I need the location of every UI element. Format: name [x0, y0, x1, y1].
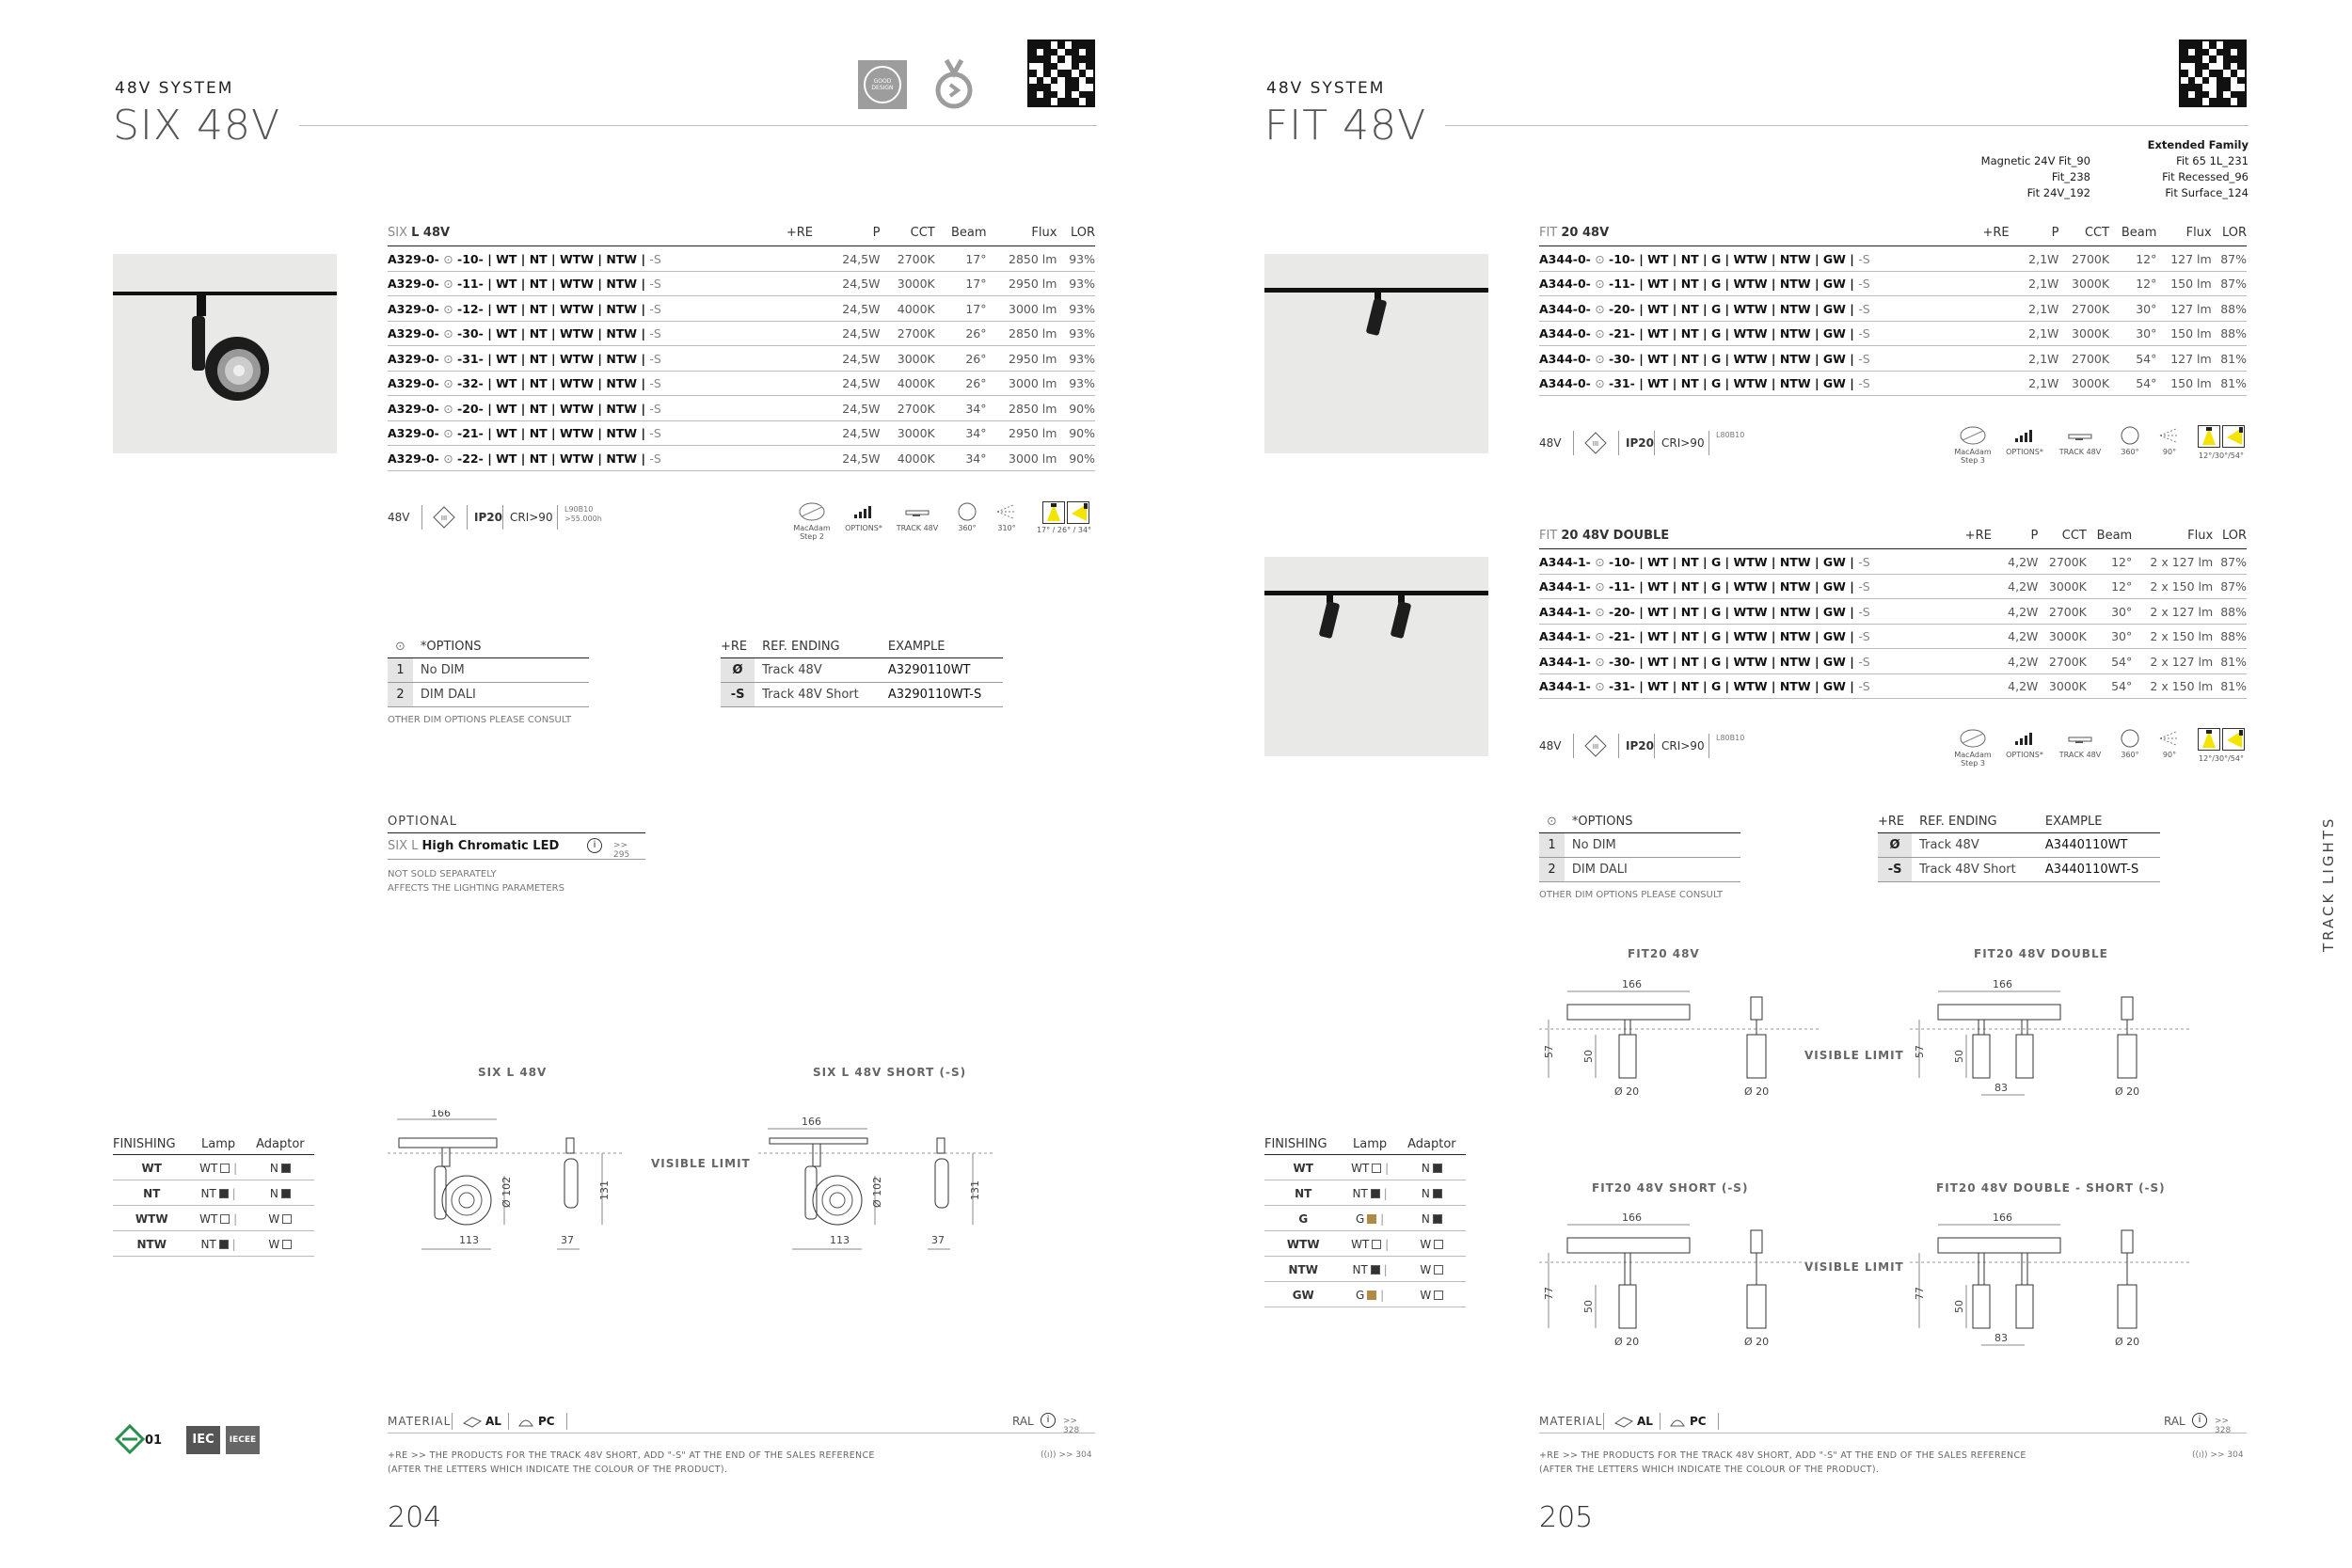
drawing-label: FIT20 48V DOUBLE: [1974, 947, 2108, 960]
dim-diameter: Ø 102: [501, 1176, 513, 1208]
class-iii-icon: [433, 506, 455, 531]
color-swatch: [1372, 1240, 1381, 1249]
table-row: A329-0- ⊙ -30- | WT | NT | WTW | NTW | -S 24,5W 2700K 26° 2850 lm 93%: [388, 321, 1095, 346]
dim-base: 113: [830, 1234, 850, 1246]
family-link[interactable]: Fit Recessed_96: [2162, 170, 2249, 183]
color-swatch: [1433, 1189, 1442, 1198]
spec-icons-fit20-double: 48V III IP20 CRI>90 L80B10 MacAdam Step 3 OPTIONS* TRACK 48V 360° 90° 12°/30°/54°: [1539, 728, 2247, 779]
table-row: A344-0- ⊙ -21- | WT | NT | G | WTW | NTW | GW | -S 2,1W 3000K 30° 150 lm 88%: [1539, 321, 2247, 346]
svg-text:166: 166: [1622, 1213, 1642, 1224]
dim-base: 113: [459, 1234, 479, 1246]
family-link[interactable]: Fit_238: [2051, 170, 2090, 183]
table-row: A344-0- ⊙ -31- | WT | NT | G | WTW | NTW | GW | -S 2,1W 3000K 54° 150 lm 81%: [1539, 371, 2247, 396]
svg-text:57: 57: [1543, 1045, 1555, 1058]
ref-code: A344-0- ⊙ -10- | WT | NT | G | WTW | NTW | GW | -S: [1539, 246, 1982, 272]
table-row: A344-0- ⊙ -30- | WT | NT | G | WTW | NTW | GW | -S 2,1W 2700K 54° 127 lm 81%: [1539, 346, 2247, 372]
svg-text:50: 50: [1582, 1050, 1595, 1063]
signal-icon: ((ı)): [1041, 1450, 1057, 1460]
drawing-label: FIT20 48V: [1628, 947, 1700, 960]
ref-code: A344-1- ⊙ -30- | WT | NT | G | WTW | NTW | GW | -S: [1539, 649, 1965, 674]
color-swatch: [1372, 1164, 1381, 1173]
family-link[interactable]: Fit 24V_192: [2026, 186, 2090, 199]
award-icon: [933, 56, 975, 115]
ref-code: A329-0- ⊙ -10- | WT | NT | WTW | NTW | -S: [388, 246, 787, 272]
page-number-right: 205: [1539, 1501, 1594, 1534]
beam-icon-2: [1067, 501, 1089, 524]
ref-code: A344-0- ⊙ -21- | WT | NT | G | WTW | NTW | GW | -S: [1539, 321, 1982, 346]
cert-logos: 01 IEC IECEE: [113, 1422, 273, 1456]
col-re: +RE: [787, 222, 825, 246]
svg-text:Ø 20: Ø 20: [1614, 1336, 1640, 1348]
ref-code: A344-0- ⊙ -31- | WT | NT | G | WTW | NTW | GW | -S: [1539, 371, 1982, 396]
color-swatch: [1434, 1265, 1443, 1275]
qr-code-left: [1027, 40, 1095, 107]
drawing-label: SIX L 48V SHORT (-S): [813, 1066, 967, 1079]
ref-code: A329-0- ⊙ -31- | WT | NT | WTW | NTW | -S: [388, 346, 787, 372]
pc-icon: [1669, 1415, 1686, 1431]
finishing-row: WTW WT | W: [1264, 1231, 1466, 1257]
system-label-right: 48V SYSTEM: [1266, 79, 1386, 98]
tilt-icon: 310°: [992, 501, 1022, 532]
finishing-row: G G | N: [1264, 1206, 1466, 1231]
drawing-fit20: [1539, 1213, 1821, 1373]
track-icon: TRACK 48V: [2058, 425, 2102, 456]
product-photo-six: [113, 254, 337, 453]
ref-code: A344-0- ⊙ -11- | WT | NT | G | WTW | NTW | GW | -S: [1539, 271, 1982, 296]
svg-text:83: 83: [1994, 1082, 2008, 1094]
table-row: A344-1- ⊙ -30- | WT | NT | G | WTW | NTW | GW | -S 4,2W 2700K 54° 2 x 127 lm 81%: [1539, 649, 2247, 674]
table-row: A344-1- ⊙ -10- | WT | NT | G | WTW | NTW | GW | -S 4,2W 2700K 12° 2 x 127 lm 87%: [1539, 549, 2247, 575]
info-icon[interactable]: i: [2192, 1413, 2207, 1428]
page-title-left: SIX 48V: [113, 102, 281, 150]
material-row-left: MATERIAL AL PC RAL i >> 328: [388, 1411, 1095, 1433]
svg-text:Ø 20: Ø 20: [2115, 1336, 2140, 1348]
qr-code-right: [2179, 40, 2247, 107]
svg-text:Ø 20: Ø 20: [2115, 1085, 2140, 1098]
track-icon: TRACK 48V: [896, 501, 939, 532]
table-name: SIX L 48V: [388, 222, 787, 246]
ref-row: -S Track 48V Short A3440110WT-S: [1878, 858, 2160, 882]
dim-depth: 37: [931, 1234, 945, 1246]
svg-text:77: 77: [1543, 1287, 1555, 1300]
options-icon: OPTIONS*: [2006, 728, 2043, 759]
table-row: A329-0- ⊙ -20- | WT | NT | WTW | NTW | -S 24,5W 2700K 34° 2850 lm 90%: [388, 396, 1095, 421]
beam-icon-1: [2198, 728, 2220, 751]
dim-option-icon: ⊙: [443, 451, 453, 466]
drawing-fit20-double: [1910, 980, 2192, 1140]
drawing-label: SIX L 48V: [478, 1066, 548, 1079]
ref-table-right: +RE REF. ENDING EXAMPLE Ø Track 48V A3440110WT -S Track 48V Short A3440110WT-S: [1878, 811, 2160, 882]
dim-height: 131: [598, 1180, 611, 1200]
drawing-label: FIT20 48V SHORT (-S): [1592, 1181, 1749, 1195]
spec-table-six: [388, 222, 1095, 471]
color-swatch: [1367, 1291, 1376, 1300]
beam-icon-1: [2198, 425, 2220, 448]
svg-text:III: III: [1592, 440, 1599, 448]
ref-code: A344-1- ⊙ -21- | WT | NT | G | WTW | NTW | GW | -S: [1539, 624, 1965, 649]
col-cct: CCT: [880, 222, 934, 246]
system-label-left: 48V SYSTEM: [115, 79, 234, 98]
table-row: A329-0- ⊙ -22- | WT | NT | WTW | NTW | -S 24,5W 4000K 34° 3000 lm 90%: [388, 446, 1095, 471]
dim-option-icon: ⊙: [443, 351, 453, 366]
dim-option-icon: ⊙: [1595, 604, 1605, 619]
ref-table-left: +RE REF. ENDING EXAMPLE Ø Track 48V A3290110WT -S Track 48V Short A3290110WT-S: [721, 636, 1003, 707]
spec-icons-fit20: 48V III IP20 CRI>90 L80B10 MacAdam Step 3 OPTIONS* TRACK 48V 360° 90° 12°/30°/54°: [1539, 425, 2247, 476]
dim-option-icon: ⊙: [1595, 629, 1605, 644]
dim-option-icon: ⊙: [1595, 376, 1605, 391]
visible-limit-label: VISIBLE LIMIT: [1804, 1049, 1904, 1062]
ref-code: A344-0- ⊙ -20- | WT | NT | G | WTW | NTW | GW | -S: [1539, 296, 1982, 322]
track-icon: TRACK 48V: [2058, 728, 2102, 759]
svg-text:166: 166: [1622, 980, 1642, 990]
ref-code: A344-1- ⊙ -20- | WT | NT | G | WTW | NTW | GW | -S: [1539, 599, 1965, 625]
color-swatch: [219, 1189, 229, 1198]
table-row: A329-0- ⊙ -21- | WT | NT | WTW | NTW | -S 24,5W 3000K 34° 2950 lm 90%: [388, 420, 1095, 446]
visible-limit-label: VISIBLE LIMIT: [1804, 1260, 1904, 1274]
options-note-right: OTHER DIM OPTIONS PLEASE CONSULT: [1539, 890, 1724, 900]
option-row: 2 DIM DALI: [388, 683, 589, 707]
table-row: A329-0- ⊙ -32- | WT | NT | WTW | NTW | -S 24,5W 4000K 26° 3000 lm 93%: [388, 371, 1095, 396]
col-p: P: [825, 222, 881, 246]
color-swatch: [220, 1214, 230, 1224]
color-swatch: [282, 1240, 292, 1249]
dim-option-icon: ⊙: [1595, 301, 1605, 316]
ref-code: A329-0- ⊙ -22- | WT | NT | WTW | NTW | -S: [388, 446, 787, 471]
drawing-six-l-short: [758, 1110, 1003, 1270]
macadam-icon: MacAdam Step 2: [792, 501, 832, 541]
table-row: A329-0- ⊙ -10- | WT | NT | WTW | NTW | -S 24,5W 2700K 17° 2850 lm 93%: [388, 246, 1095, 272]
dim-depth: 37: [561, 1234, 574, 1246]
color-swatch: [1433, 1164, 1442, 1173]
info-icon[interactable]: i: [587, 838, 602, 853]
col-beam: Beam: [935, 222, 987, 246]
ref-code: A329-0- ⊙ -21- | WT | NT | WTW | NTW | -S: [388, 420, 787, 446]
finishing-row: NT NT | N: [113, 1180, 314, 1206]
dim-option-icon: ⊙: [443, 301, 453, 316]
col-flux: Flux: [986, 222, 1057, 246]
beam-icon-2: [2222, 728, 2245, 751]
option-row: 1 No DIM: [1539, 833, 1740, 858]
finishing-row: WT WT | N: [1264, 1155, 1466, 1180]
dim-option-icon: ⊙: [443, 326, 453, 341]
family-link[interactable]: Fit Surface_124: [2165, 186, 2249, 199]
dim-option-icon: ⊙: [1595, 251, 1605, 266]
aluminium-icon: [463, 1415, 482, 1431]
rotation-360-icon: 360°: [2115, 728, 2145, 759]
page-title-right: FIT 48V: [1264, 102, 1427, 150]
table-row: A344-1- ⊙ -11- | WT | NT | G | WTW | NTW | GW | -S 4,2W 3000K 12° 2 x 150 lm 87%: [1539, 574, 2247, 599]
beam-icon-1: [1042, 501, 1065, 524]
color-swatch: [281, 1164, 291, 1173]
table-row: A344-1- ⊙ -20- | WT | NT | G | WTW | NTW | GW | -S 4,2W 2700K 30° 2 x 127 lm 88%: [1539, 599, 2247, 625]
ref-code: A329-0- ⊙ -20- | WT | NT | WTW | NTW | -S: [388, 396, 787, 421]
svg-text:Ø 20: Ø 20: [1744, 1085, 1770, 1098]
table-row: A344-1- ⊙ -31- | WT | NT | G | WTW | NTW | GW | -S 4,2W 3000K 54° 2 x 150 lm 81%: [1539, 673, 2247, 699]
page-number-left: 204: [388, 1501, 442, 1534]
tilt-icon: 90°: [2154, 728, 2185, 759]
ref-row: Ø Track 48V A3440110WT: [1878, 833, 2160, 858]
svg-text:III: III: [1592, 743, 1599, 751]
option-row: 1 No DIM: [388, 658, 589, 683]
table-row: A329-0- ⊙ -12- | WT | NT | WTW | NTW | -S 24,5W 4000K 17° 3000 lm 93%: [388, 296, 1095, 322]
color-swatch: [1434, 1240, 1443, 1249]
dim-option-icon: ⊙: [1595, 654, 1605, 669]
dim-option-icon: ⊙: [1595, 326, 1605, 341]
drawing-fit20-double: [1910, 1213, 2192, 1373]
options-table-left: ⊙ *OPTIONS 1 No DIM 2 DIM DALI: [388, 636, 589, 707]
product-photo-fit20: [1264, 254, 1488, 453]
material-row-right: MATERIAL AL PC RAL i >> 328: [1539, 1411, 2247, 1433]
color-swatch: [219, 1240, 229, 1249]
info-icon[interactable]: i: [1041, 1413, 1056, 1428]
svg-text:Ø 20: Ø 20: [1614, 1085, 1640, 1098]
finishing-row: NT NT | N: [1264, 1180, 1466, 1206]
beam-icon-2: [2222, 425, 2245, 448]
ref-row: Ø Track 48V A3290110WT: [721, 658, 1003, 683]
svg-text:77: 77: [1914, 1287, 1926, 1300]
color-swatch: [282, 1214, 292, 1224]
rotation-360-icon: 360°: [952, 501, 982, 532]
ref-code: A344-1- ⊙ -10- | WT | NT | G | WTW | NTW | GW | -S: [1539, 549, 1965, 575]
accessory-ref-left: ((ı)) >> 304: [1041, 1450, 1092, 1460]
svg-text:57: 57: [1914, 1045, 1926, 1058]
title-rule-right: [1445, 125, 2249, 126]
svg-text:50: 50: [1953, 1050, 1965, 1063]
finishing-table-right: FINISHING Lamp Adaptor WT WT | N NT NT | N G G | N WTW WT | W NTW NT | W GW G | W: [1264, 1134, 1466, 1307]
macadam-icon: MacAdam Step 3: [1953, 728, 1993, 768]
signal-icon: ((ı)): [2192, 1450, 2208, 1460]
ref-code: A329-0- ⊙ -12- | WT | NT | WTW | NTW | -S: [388, 296, 787, 322]
class-iii-icon: [1584, 432, 1607, 457]
color-swatch: [220, 1164, 230, 1173]
dim-width: 166: [431, 1110, 451, 1119]
dim-diameter: Ø 102: [871, 1176, 883, 1208]
color-swatch: [1433, 1214, 1442, 1224]
finishing-row: WTW WT | W: [113, 1206, 314, 1231]
dim-height: 131: [969, 1180, 981, 1200]
table-row: A344-1- ⊙ -21- | WT | NT | G | WTW | NTW | GW | -S 4,2W 3000K 30° 2 x 150 lm 88%: [1539, 624, 2247, 649]
class-iii-icon: [1584, 735, 1607, 760]
svg-text:166: 166: [1993, 1213, 2012, 1224]
ref-code: A344-0- ⊙ -30- | WT | NT | G | WTW | NTW | GW | -S: [1539, 346, 1982, 372]
finishing-row: WT WT | N: [113, 1155, 314, 1180]
color-swatch: [281, 1189, 291, 1198]
table-row: A344-0- ⊙ -20- | WT | NT | G | WTW | NTW | GW | -S 2,1W 2700K 30° 127 lm 88%: [1539, 296, 2247, 322]
col-lor: LOR: [1057, 222, 1095, 246]
svg-text:III: III: [440, 515, 448, 522]
title-rule-left: [299, 125, 1097, 126]
footnote-left: +RE >> THE PRODUCTS FOR THE TRACK 48V SHORT, ADD "-S" AT THE END OF THE SALES REFERENCE (AFTER THE LETTERS WHICH INDICATE THE COLOUR OF THE PRODUCT).: [388, 1450, 875, 1475]
color-swatch: [1434, 1291, 1443, 1300]
tilt-icon: 90°: [2154, 425, 2185, 456]
options-icon: OPTIONS*: [2006, 425, 2043, 456]
svg-text:83: 83: [1994, 1332, 2008, 1344]
svg-text:166: 166: [1993, 980, 2012, 990]
dim-option-icon: ⊙: [443, 251, 453, 266]
dim-option-icon: ⊙: [1595, 579, 1605, 594]
family-link[interactable]: Fit 65 1L_231: [2176, 154, 2249, 167]
finishing-row: NTW NT | W: [1264, 1257, 1466, 1282]
table-row: A329-0- ⊙ -11- | WT | NT | WTW | NTW | -S 24,5W 3000K 17° 2950 lm 93%: [388, 271, 1095, 296]
option-row: 2 DIM DALI: [1539, 858, 1740, 882]
svg-text:50: 50: [1953, 1300, 1965, 1313]
svg-text:Ø 20: Ø 20: [1744, 1336, 1770, 1348]
ref-row: -S Track 48V Short A3290110WT-S: [721, 683, 1003, 707]
table-row: A344-0- ⊙ -11- | WT | NT | G | WTW | NTW | GW | -S 2,1W 3000K 12° 150 lm 87%: [1539, 271, 2247, 296]
spec-table-fit20-double: FIT 20 48V DOUBLE +RE P CCT Beam Flux LOR A344-1- ⊙ -10- | WT | NT | G | WTW | NTW | GW | -S 4,2W 2700K 12° 2 x 127 lm 87% A344-1- ⊙ -11- | WT | NT | G | WTW | NTW | GW | -S 4,2W 3000K 12° 2 x 150 lm 87% A344-1- ⊙ -20- | WT | NT | G | WTW | NTW | GW | -S 4,2W 2700K 30° 2 x 127 lm 88% A344-1- ⊙ -21- | WT | NT | G | WTW | NTW | GW | -S 4,2W 3000K 30° 2 x 150 lm 88% A344-1- ⊙ -30- | WT | NT | G | WTW | NTW | GW | -S 4,2W 2700K 54° 2 x 127 lm 81% A344-1- ⊙ -31- | WT | NT | G | WTW | NTW | GW | -S 4,2W 3000K 54° 2 x 150 lm 81%: [1539, 525, 2247, 699]
aluminium-icon: [1614, 1415, 1633, 1431]
drawing-label: FIT20 48V DOUBLE - SHORT (-S): [1936, 1181, 2166, 1195]
finishing-table-left: FINISHING Lamp Adaptor WT WT | N NT NT | N WTW WT | W NTW NT | W: [113, 1134, 314, 1257]
ref-code: A329-0- ⊙ -32- | WT | NT | WTW | NTW | -S: [388, 371, 787, 396]
dim-option-icon: ⊙: [443, 426, 453, 441]
drawing-fit20: [1539, 980, 1821, 1140]
dim-option-icon: ⊙: [443, 277, 453, 292]
options-note-left: OTHER DIM OPTIONS PLEASE CONSULT: [388, 715, 572, 725]
color-swatch: [1371, 1189, 1380, 1198]
family-link[interactable]: Magnetic 24V Fit_90: [1980, 154, 2090, 167]
pc-icon: [517, 1415, 534, 1431]
rotation-360-icon: 360°: [2115, 425, 2145, 456]
ref-code: A344-1- ⊙ -31- | WT | NT | G | WTW | NTW | GW | -S: [1539, 673, 1965, 699]
ref-code: A329-0- ⊙ -11- | WT | NT | WTW | NTW | -S: [388, 271, 787, 296]
accessory-ref-right: ((ı)) >> 304: [2192, 1450, 2244, 1460]
good-design-badge: GOOD DESIGN: [858, 60, 907, 109]
spec-icons-six: 48V III IP20 CRI>90 L90B10 >55.000h MacAdam Step 2 OPTIONS* TRACK 48V 360° 310° 17° / 26° / 34°: [388, 501, 1095, 548]
options-table-right: ⊙ *OPTIONS 1 No DIM 2 DIM DALI: [1539, 811, 1740, 882]
macadam-icon: MacAdam Step 3: [1953, 425, 1993, 465]
dim-option-icon: ⊙: [1595, 679, 1605, 694]
dim-option-icon: ⊙: [1595, 277, 1605, 292]
table-row: A329-0- ⊙ -31- | WT | NT | WTW | NTW | -S 24,5W 3000K 26° 2950 lm 93%: [388, 346, 1095, 372]
dim-option-icon: ⊙: [1595, 351, 1605, 366]
finishing-row: GW G | W: [1264, 1282, 1466, 1307]
side-tab-label: TRACK LIGHTS: [2320, 816, 2337, 952]
options-icon: OPTIONS*: [845, 501, 882, 532]
color-swatch: [1371, 1265, 1380, 1275]
spec-table-fit20: FIT 20 48V +RE P CCT Beam Flux LOR A344-0- ⊙ -10- | WT | NT | G | WTW | NTW | GW | -S 2,1W 2700K 12° 127 lm 87% A344-0- ⊙ -11- | WT | NT | G | WTW | NTW | GW | -S 2,1W 3000K 12° 150 lm 87% A344-0- ⊙ -20- | WT | NT | G | WTW | NTW | GW | -S 2,1W 2700K 30° 127 lm 88% A344-0- ⊙ -21- | WT | NT | G | WTW | NTW | GW | -S 2,1W 3000K 30° 150 lm 88% A344-0- ⊙ -30- | WT | NT | G | WTW | NTW | GW | -S 2,1W 2700K 54° 127 lm 81% A344-0- ⊙ -31- | WT | NT | G | WTW | NTW | GW | -S 2,1W 3000K 54° 150 lm 81%: [1539, 222, 2247, 396]
drawing-six-l: [388, 1110, 632, 1270]
dim-width: 166: [802, 1116, 821, 1128]
dim-option-icon: ⊙: [443, 401, 453, 416]
footnote-right: +RE >> THE PRODUCTS FOR THE TRACK 48V SHORT, ADD "-S" AT THE END OF THE SALES REFERENCE (AFTER THE LETTERS WHICH INDICATE THE COLOUR OF THE PRODUCT).: [1539, 1450, 2026, 1475]
ref-code: A329-0- ⊙ -30- | WT | NT | WTW | NTW | -S: [388, 321, 787, 346]
svg-text:50: 50: [1582, 1300, 1595, 1313]
dim-option-icon: ⊙: [443, 376, 453, 391]
table-row: A344-0- ⊙ -10- | WT | NT | G | WTW | NTW | GW | -S 2,1W 2700K 12° 127 lm 87%: [1539, 246, 2247, 272]
product-photo-fit20-double: [1264, 557, 1488, 756]
visible-limit-label: VISIBLE LIMIT: [651, 1157, 751, 1170]
finishing-row: NTW NT | W: [113, 1231, 314, 1257]
ref-code: A344-1- ⊙ -11- | WT | NT | G | WTW | NTW | GW | -S: [1539, 574, 1965, 599]
extended-family: Extended Family Magnetic 24V Fit_90 Fit_238 Fit 24V_192 Fit 65 1L_231 Fit Recessed_96 Fit Surface_124: [1980, 138, 2249, 199]
dim-option-icon: ⊙: [1595, 554, 1605, 569]
optional-section: OPTIONAL SIX L High Chromatic LED i >> 295 NOT SOLD SEPARATELY AFFECTS THE LIGHTING PARAMETERS: [388, 815, 645, 894]
color-swatch: [1367, 1214, 1376, 1224]
